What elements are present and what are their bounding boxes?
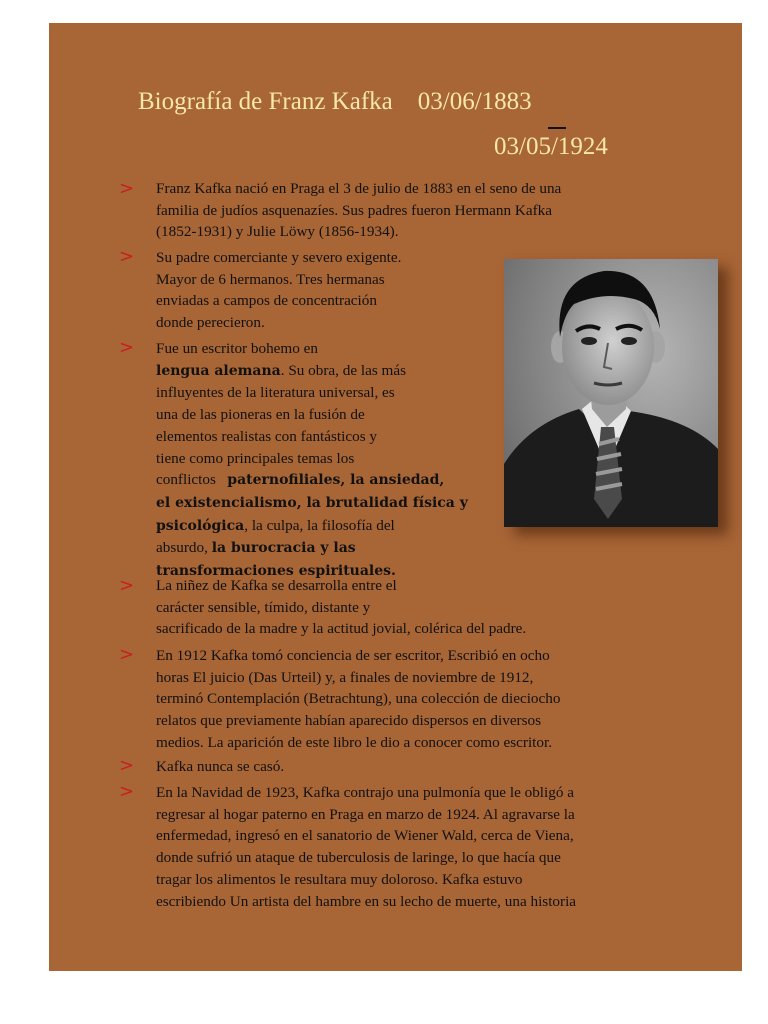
text-line <box>156 448 468 470</box>
text-line: (1852-1931) y Julie Löwy (1856-1934). <box>156 223 399 241</box>
paragraph-illness <box>156 782 576 912</box>
paragraph-family <box>156 247 401 334</box>
bullet-arrow-icon: > <box>119 575 135 596</box>
text-line: La niñez de Kafka se desarrolla entre el <box>156 577 397 594</box>
text-line: Su padre comerciante y severo exigente. <box>156 249 402 266</box>
bullet-arrow-icon: > <box>119 644 135 665</box>
text-line: En 1912 Kafka tomó conciencia de ser escritor, Escribió en ocho <box>156 647 550 664</box>
paragraph-marriage <box>156 756 284 778</box>
bullet-arrow-icon: > <box>119 178 135 199</box>
bullet-arrow-icon: > <box>119 337 135 358</box>
bullet-arrow-icon: > <box>119 246 135 267</box>
bullet-arrow-icon: > <box>119 755 135 776</box>
text-line: medios. La aparición de este libro le dio a conocer como escritor. <box>156 733 552 751</box>
text-line <box>156 426 468 448</box>
text-line: terminó Contemplación (Betrachtung), una colección de dieciocho <box>156 690 561 708</box>
bold-text: lengua alemana <box>156 362 281 379</box>
text-line: enfermedad, ingresó en el sanatorio de Wiener Wald, cerca de Viena, <box>156 827 574 845</box>
page-title <box>138 88 532 116</box>
text-segment: Fue un escritor bohemo en <box>156 340 318 357</box>
text-line <box>156 515 468 538</box>
text-line <box>156 404 468 426</box>
title-text: Biografía de Franz Kafka <box>138 88 393 115</box>
text-line: regresar al hogar paterno en Praga en marzo de 1924. Al agravarse la <box>156 805 575 823</box>
text-line <box>156 382 468 404</box>
text-segment: una de las pioneras en la fusión de <box>156 406 365 424</box>
paragraph-childhood <box>156 575 526 640</box>
text-line: Franz Kafka nació en Praga el 3 de julio de 1883 en el seno de una <box>156 180 562 197</box>
text-line: sacrificado de la madre y la actitud jovial, colérica del padre. <box>156 620 527 638</box>
text-line: escribiendo Un artista del hambre en su lecho de muerte, una historia <box>156 892 577 910</box>
paragraph-writer <box>156 338 468 583</box>
text-segment: . Su obra, de las más <box>280 361 407 379</box>
bold-text: el existencialismo, la brutalidad física y <box>156 494 468 511</box>
text-line: Mayor de 6 hermanos. Tres hermanas <box>156 270 385 288</box>
text-line: donde sufrió un ataque de tuberculosis de laringe, lo que hacía que <box>156 849 561 867</box>
text-line: familia de judíos asquenazíes. Sus padres fueron Hermann Kafka <box>156 201 553 219</box>
text-line: carácter sensible, tímido, distante y <box>156 598 371 616</box>
text-line: Kafka nunca se casó. <box>156 758 285 775</box>
death-date: 03/05/1924 <box>494 133 608 160</box>
text-line: donde perecieron. <box>156 314 265 332</box>
date-dash <box>548 127 566 129</box>
text-line <box>156 338 468 360</box>
text-line <box>156 360 468 383</box>
paragraph-1912 <box>156 645 560 754</box>
text-segment: tiene como principales temas los <box>156 449 355 467</box>
text-segment: elementos realistas con fantásticos y <box>156 427 377 445</box>
text-segment: , la culpa, la filosofía del <box>244 516 395 534</box>
bold-text: paternofiliales, la ansiedad, <box>227 472 445 489</box>
text-line: tragar los alimentos le resultara muy doloroso. Kafka estuvo <box>156 870 523 888</box>
text-segment: absurdo, <box>156 539 212 557</box>
paragraph-birth <box>156 178 561 243</box>
text-line <box>156 492 468 515</box>
text-line: relatos que previamente habían aparecido dispersos en diversos <box>156 712 542 730</box>
text-segment: influyentes de la literatura universal, es <box>156 384 395 402</box>
bullet-arrow-icon: > <box>119 781 135 802</box>
bold-text: la burocracia y las <box>211 540 356 557</box>
text-line: enviadas a campos de concentración <box>156 292 377 310</box>
text-segment: conflictos <box>156 471 220 489</box>
kafka-portrait <box>504 259 718 527</box>
text-line <box>156 469 468 492</box>
bold-text: transformaciones espirituales. <box>156 563 396 580</box>
portrait-photo-icon <box>504 259 718 527</box>
text-line: En la Navidad de 1923, Kafka contrajo una pulmonía que le obligó a <box>156 784 574 801</box>
text-line: horas El juicio (Das Urteil) y, a finales de noviembre de 1912, <box>156 668 534 686</box>
birth-date: 03/06/1883 <box>417 88 532 115</box>
text-line <box>156 537 468 560</box>
bold-text: psicológica <box>156 517 245 534</box>
